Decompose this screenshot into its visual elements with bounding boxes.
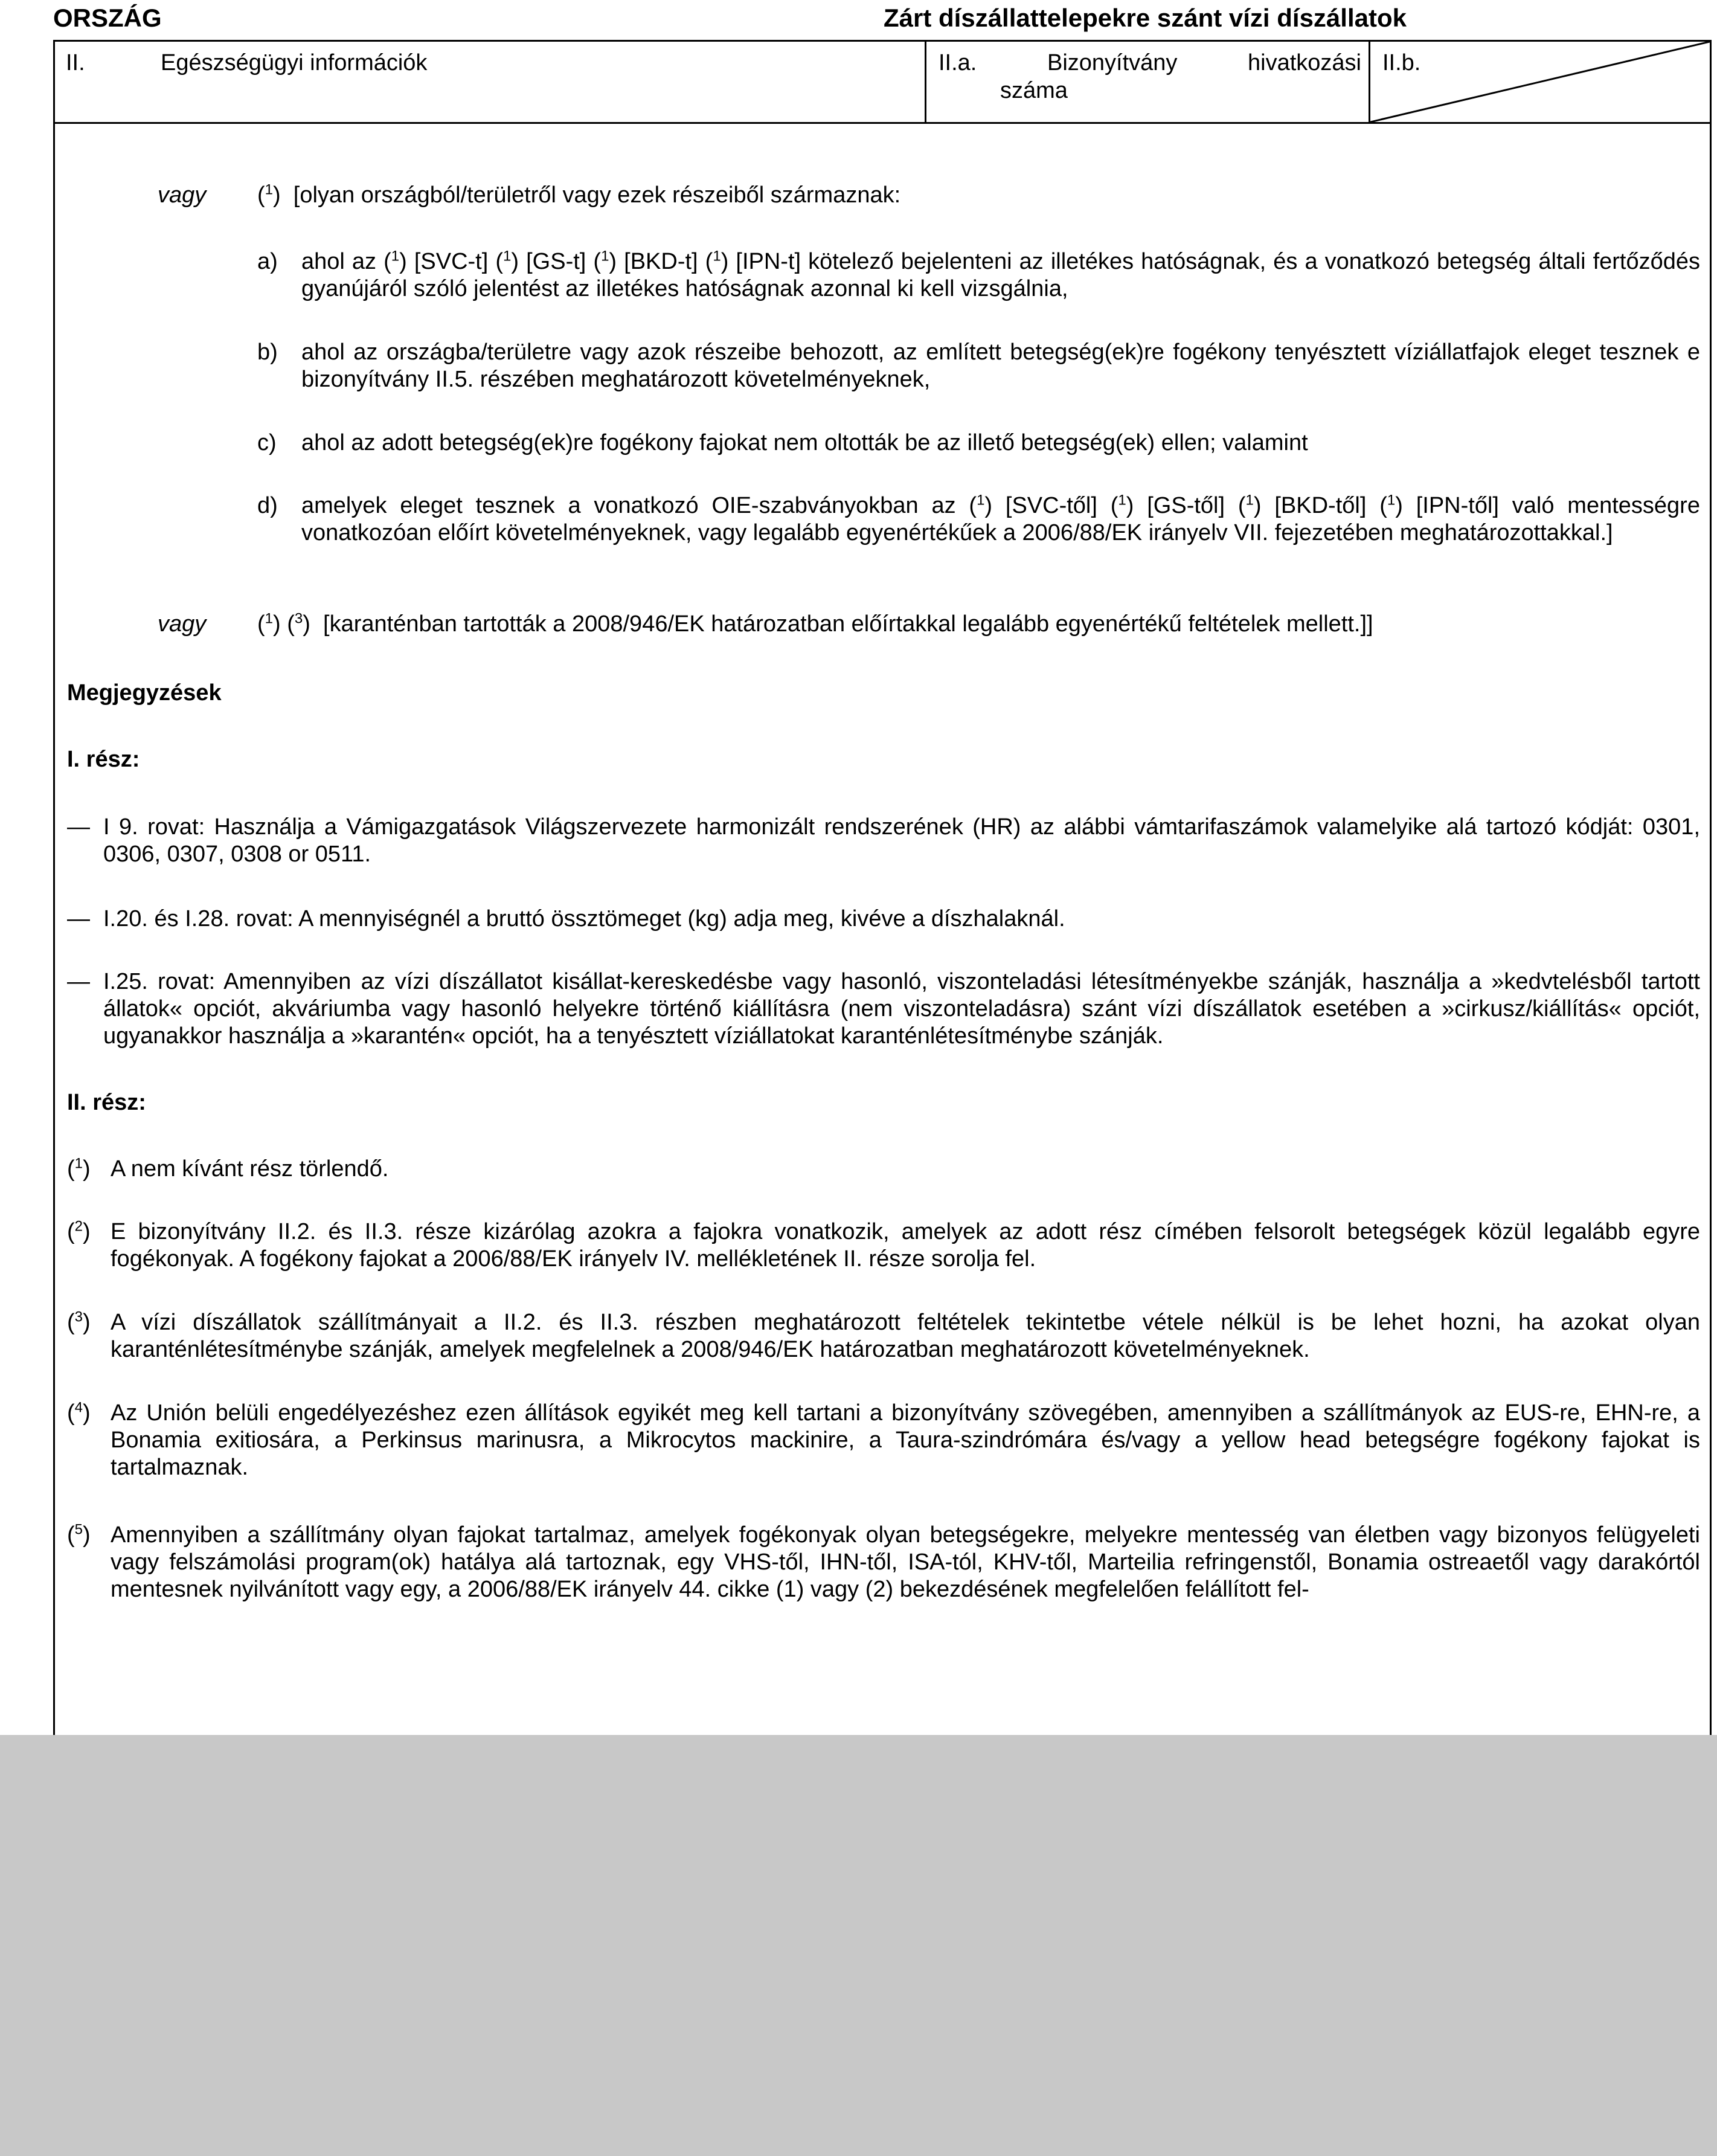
notes-heading: Megjegyzések	[67, 680, 222, 706]
vagy-label-2: vagy	[158, 611, 207, 637]
note-hs-code: I 9. rovat: Használja a Vámigazgatások Világszervezete harmonizált rendszerének (HR) az alábbi vámtarifaszámok valamelyike alá tartozó kódját: 0301, 0306, 0307, 0308 or 0511.	[103, 814, 1700, 867]
footnote-ref: 1	[1245, 492, 1254, 509]
footnote-ref: 1	[1387, 492, 1396, 509]
item-d-marker: d)	[257, 493, 278, 518]
intro-text: [olyan országból/területről vagy ezek részeiből származnak:	[293, 182, 901, 208]
reference-label-line2: száma	[1000, 78, 1068, 103]
intro-paragraph: ($^1$) [olyan országból/területről vagy ezek részeiből származnak:	[257, 181, 901, 208]
footnote-ref: 1	[503, 248, 512, 265]
text-run: amelyek eleget tesznek a vonatkozó OIE-szabványokban az (	[301, 493, 977, 518]
text-run: ) [SVC-től] (	[984, 493, 1118, 518]
diagonal-line	[1370, 42, 1710, 122]
footnote-num: 5	[74, 1521, 83, 1538]
table-header-row	[55, 42, 1710, 124]
blank-gray-region	[0, 1735, 1717, 2156]
footnote-ref: 1	[601, 248, 609, 265]
note-dash: —	[67, 814, 90, 840]
text-run: ) [GS-t] (	[511, 249, 602, 274]
item-b-marker: b)	[257, 339, 278, 365]
footnote-ref: 1	[265, 610, 274, 627]
item-a-marker: a)	[257, 249, 278, 274]
footnote-5-text: Amennyiben a szállítmány olyan fajokat tartalmaz, amelyek fogékonyak olyan betegségekre, melyekre mentesség van életben vagy bizonyos felügyeleti vagy felszámolási program(ok) hatálya alá tartoznak, egy VHS-től, IHN-től, ISA-tól, KHV-től, Marteilia refringenstől, Bonamia ostreaetől vagy darakórtól mentesnek nyilvánított vagy egy, a 2006/88/EK irányelv 44. cikke (1) vagy (2) bekezdésének megfelelően felállított fel-	[111, 1522, 1700, 1602]
footnote-3-text: A vízi díszállatok szállítmányait a II.2. és II.3. részben meghatározott feltételek tekintetbe vétele nélkül is be lehet hozni, ha azokat olyan karanténlétesítménybe szánják, amelyek megfelelnek a 2008/946/EK határozatban meghatározott követelményeknek.	[111, 1310, 1700, 1362]
footnote-1-text: A nem kívánt rész törlendő.	[111, 1156, 389, 1182]
footnote-num: 4	[74, 1399, 83, 1416]
footnote-num: 3	[74, 1308, 83, 1325]
quarantine-paragraph: ($^1$) ($^3$) [karanténban tartották a 2008/946/EK határozatban előírtakkal legalább egyenértékű feltételek mellett.]]	[257, 610, 1373, 637]
document-title: Zárt díszállattelepekre szánt vízi díszállatok	[884, 4, 1407, 32]
iib-label: II.b.	[1382, 50, 1421, 76]
note-quantity: I.20. és I.28. rovat: A mennyiségnél a bruttó össztömeget (kg) adja meg, kivéve a díszhalaknál.	[103, 906, 1065, 932]
footnote-ref: 1	[391, 248, 400, 265]
section-cell	[55, 42, 925, 122]
section-title: Egészségügyi információk	[161, 50, 428, 76]
text-run: ) [BKD-t] (	[609, 249, 713, 274]
note-dash: —	[67, 969, 90, 994]
note-purpose: I.25. rovat: Amennyiben az vízi díszállatot kisállat-kereskedésbe vagy hasonló, viszonteladási létesítményekbe szánják, használja a »kedvtelésből tartott állatok« opciót, akváriumba vagy hasonló helyekre történő kiállításra (nem viszonteladásra) szánt vízi díszállatok esetében a »cirkusz/kiállítás« opciót, ugyanakkor használja a »karantén« opciót, ha a tenyésztett víziállatokat karanténlétesítménybe szánják.	[103, 969, 1700, 1049]
footnote-3-marker: ($^3$)	[67, 1308, 91, 1335]
footnote-4-marker: ($^4$)	[67, 1399, 91, 1426]
vagy-label-1: vagy	[158, 182, 207, 208]
country-label: ORSZÁG	[53, 4, 162, 32]
footnote-ref: 1	[977, 492, 985, 509]
item-d-text	[301, 492, 1700, 547]
footnote-4-text: Az Unión belüli engedélyezéshez ezen állítások egyikét meg kell tartani a bizonyítvány szövegében, amennyiben a szállítmányok az EUS-re, EHN-re, a Bonamia exitiosára, a Perkinsus marinusra, a Mikrocytos mackinire, a Taura-szindrómára és/vagy a yellow head betegségre fogékony fajokat is tartalmaznak.	[111, 1400, 1700, 1480]
page-header	[53, 0, 1712, 40]
footnote-ref: 1	[713, 248, 721, 265]
footnote-ref: 1	[265, 181, 274, 198]
text-run: ahol az (	[301, 249, 391, 274]
footnote-1-marker: ($^1$)	[67, 1155, 91, 1182]
footnote-num: 1	[74, 1155, 83, 1172]
part1-heading: I. rész:	[67, 747, 140, 772]
text-run: ) [BKD-től] (	[1253, 493, 1387, 518]
footnote-ref: 3	[294, 610, 303, 627]
footnote-ref: 1	[1118, 492, 1126, 509]
reference-label: II.a. Bizonyítvány hivatkozási	[939, 50, 1361, 76]
reference-cell	[925, 42, 1369, 122]
text-run: ) [IPN-t] kötelező bejelenteni az illetékes hatóságnak, és a vonatkozó betegség általi fertőződés gyanújáról szóló jelentést az illetékes hatóságnak azonnal ki kell vizsgálnia,	[301, 249, 1701, 301]
footnote-2-marker: ($^2$)	[67, 1218, 91, 1244]
item-c-text: ahol az adott betegség(ek)re fogékony fajokat nem oltották be az illető betegség(ek) ellen; valamint	[301, 430, 1308, 455]
part2-heading: II. rész:	[67, 1090, 146, 1115]
strike-diagonal	[1370, 42, 1710, 122]
iib-cell	[1369, 42, 1710, 122]
text-run: ) [IPN-től] való mentességre vonatkozóan előírt követelményeknek, vagy legalább egyenértékűek a 2006/88/EK irányelv VII. fejezetében meghatározottakkal.]	[301, 493, 1700, 545]
section-number: II.	[66, 50, 85, 76]
item-a-text	[301, 248, 1700, 303]
quarantine-text: [karanténban tartották a 2008/946/EK határozatban előírtakkal legalább egyenértékű feltételek mellett.]]	[323, 611, 1373, 637]
certificate-frame	[53, 40, 1712, 1804]
item-c-marker: c)	[257, 430, 277, 455]
text-run: ) [GS-től] (	[1126, 493, 1246, 518]
note-dash: —	[67, 906, 90, 932]
footnote-5-marker: ($^5$)	[67, 1521, 91, 1548]
item-b-text: ahol az országba/területre vagy azok részeibe behozott, az említett betegség(ek)re fogékony tenyésztett víziállatfajok eleget tesznek e bizonyítvány II.5. részében meghatározott követelményeknek,	[301, 339, 1700, 392]
text-run: ) [SVC-t] (	[399, 249, 504, 274]
footnote-2-text: E bizonyítvány II.2. és II.3. része kizárólag azokra a fajokra vonatkozik, amelyek az adott rész címében felsorolt betegségek közül legalább egyre fogékonyak. A fogékony fajokat a 2006/88/EK irányelv IV. mellékletének II. része sorolja fel.	[111, 1219, 1700, 1272]
footnote-num: 2	[74, 1218, 83, 1235]
